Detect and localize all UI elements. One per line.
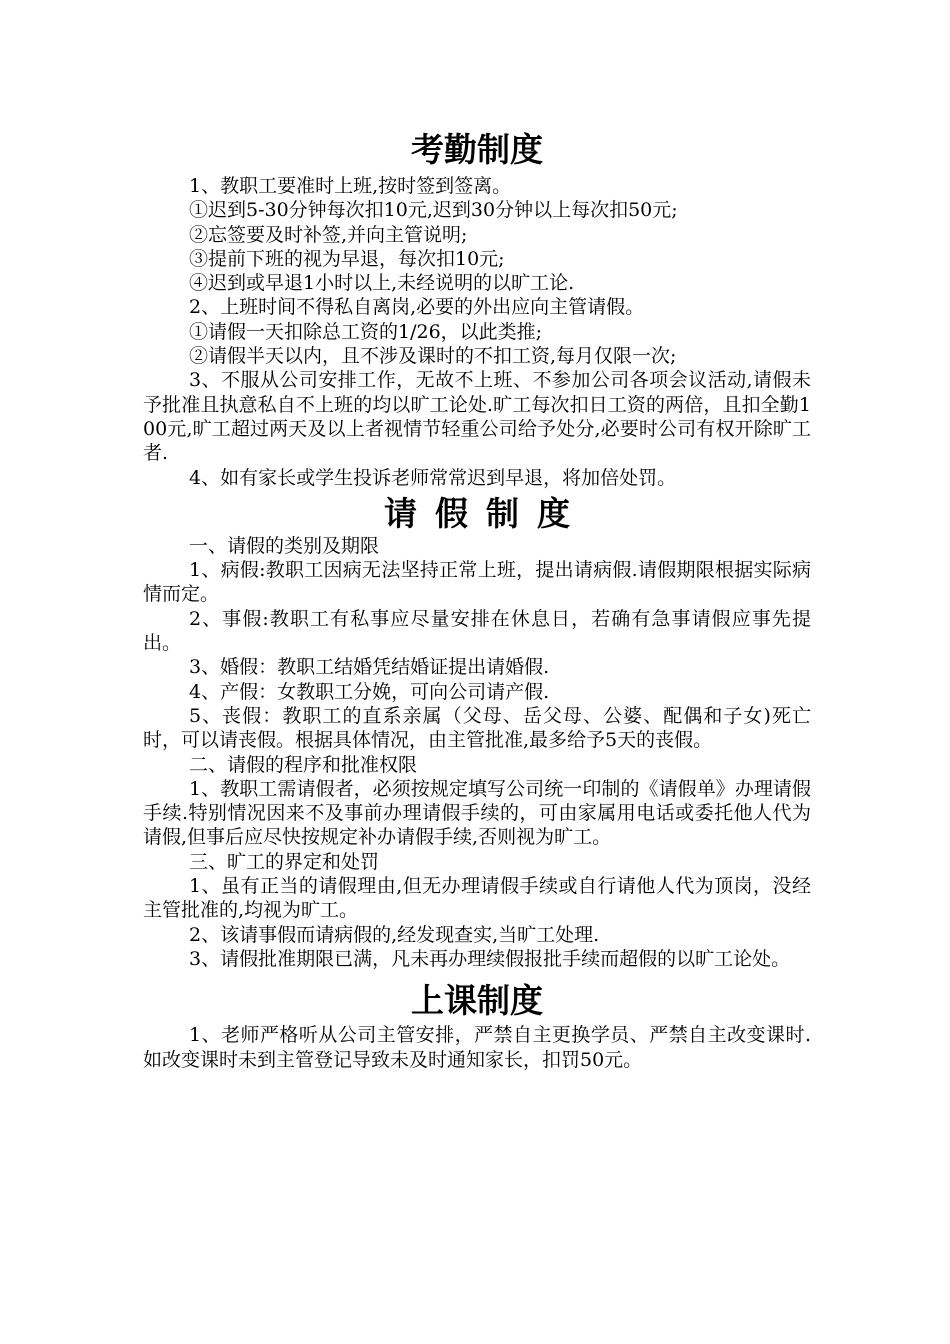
attendance-rule: ③提前下班的视为早退，每次扣10元; [189, 247, 505, 270]
attendance-rule: 3、不服从公司安排工作，无故不上班、不参加公司各项会议活动,请假未予批准且执意私自不上班的均以旷工论处.旷工每次扣日工资的两倍，且扣全勤100元,旷工超过两天及以上者视情节轻重公司给予处分,必要时公司有权开除旷工者. [143, 369, 811, 465]
leave-rule: 1、病假:教职工因病无法坚持正常上班，提出请病假.请假期限根据实际病情而定。 [143, 559, 811, 606]
leave-rule: 4、产假：女教职工分娩，可向公司请产假. [189, 680, 550, 703]
attendance-rule: 4、如有家长或学生投诉老师常常迟到早退，将加倍处罚。 [189, 466, 677, 489]
class-title: 上课制度 [411, 981, 543, 1021]
leave-rule: 三、旷工的界定和处罚 [189, 850, 380, 873]
attendance-rule: 1、教职工要准时上班,按时签到签离。 [189, 175, 512, 197]
leave-rule: 3、请假批准期限已满，凡未再办理续假报批手续而超假的以旷工论处。 [189, 947, 791, 970]
leave-rule: 1、教职工需请假者，必须按规定填写公司统一印制的《请假单》办理请假手续.特别情况因来不及事前办理请假手续的，可由家属用电话或委托他人代为请假,但事后应尽快按规定补办请假手续,否则视为旷工。 [143, 777, 811, 849]
attendance-rule: 2、上班时间不得私自离岗,必要的外出应向主管请假。 [189, 296, 645, 319]
attendance-rule: ②请假半天以内，且不涉及课时的不扣工资,每月仅限一次; [189, 345, 677, 368]
leave-rule: 2、该请事假而请病假的,经发现查实,当旷工处理. [189, 923, 600, 946]
attendance-rule: ②忘签要及时补签,并向主管说明; [189, 223, 468, 246]
leave-rule: 一、请假的类别及期限 [189, 534, 380, 557]
leave-rule: 3、婚假：教职工结婚凭结婚证提出请婚假. [189, 656, 550, 679]
attendance-title: 考勤制度 [411, 130, 543, 169]
leave-rule: 1、虽有正当的请假理由,但无办理请假手续或自行请他人代为顶岗，没经主管批准的,均视为旷工。 [143, 875, 811, 922]
leave-title: 请假制度 [384, 493, 588, 533]
attendance-rule: ④迟到或早退1小时以上,未经说明的以旷工论. [189, 272, 575, 295]
class-rule: 1、老师严格听从公司主管安排，严禁自主更换学员、严禁自主改变课时.如改变课时未到主管登记导致未及时通知家长，扣罚50元。 [143, 1024, 811, 1071]
attendance-rule: ①迟到5-30分钟每次扣10元,迟到30分钟以上每次扣50元; [189, 199, 678, 222]
leave-rule: 5、丧假：教职工的直系亲属（父母、岳父母、公婆、配偶和子女)死亡时，可以请丧假。根据具体情况，由主管批准,最多给予5天的丧假。 [143, 704, 811, 752]
document-page [143, 128, 811, 1072]
attendance-rule: ①请假一天扣除总工资的1/26，以此类推; [189, 320, 543, 343]
leave-rule: 二、请假的程序和批准权限 [189, 753, 418, 776]
leave-rule: 2、事假:教职工有私事应尽量安排在休息日，若确有急事请假应事先提出。 [143, 607, 811, 655]
